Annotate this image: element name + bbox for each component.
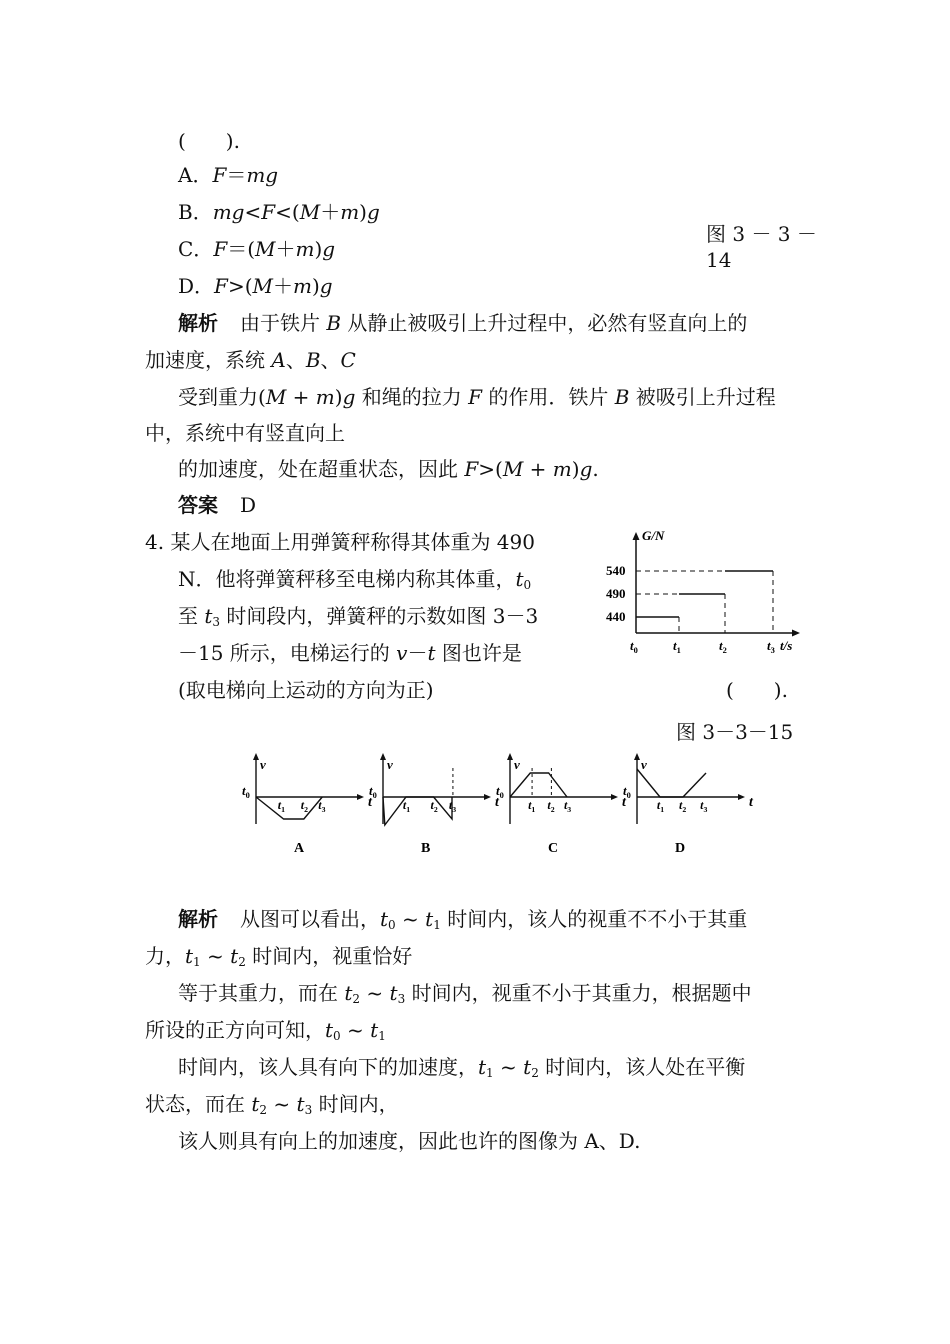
vt-graph-a bbox=[242, 753, 373, 856]
vt-v-arrow bbox=[253, 753, 259, 760]
x-tick-label: $t_1$ bbox=[673, 638, 681, 655]
q3-answer-title: 答案 bbox=[178, 493, 218, 517]
y-tick-label: 490 bbox=[606, 586, 626, 601]
vt-t-label: t bbox=[749, 795, 753, 810]
q4-analysis-line-4: 所设的正方向可知，$t_0$ ~ $t_1$ bbox=[145, 1018, 386, 1043]
x-axis-arrow bbox=[792, 630, 800, 637]
vt-tick-label: $t_3$ bbox=[448, 798, 457, 814]
vt-tick-label: $t_2$ bbox=[430, 798, 438, 814]
vt-tick-label: $t_1$ bbox=[277, 798, 286, 814]
y-axis-label: G/N bbox=[642, 528, 665, 543]
vt-graph-d bbox=[623, 753, 754, 856]
vt-tick-label: $t_2$ bbox=[679, 798, 687, 814]
x-tick-label: $t_0$ bbox=[630, 638, 638, 655]
vt-tick-label: $t_2$ bbox=[300, 798, 309, 814]
q4-stem-line-3: 至 $t_3$ 时间段内，弹簧秤的示数如图 3－3 bbox=[178, 604, 539, 629]
vt-option-label: B bbox=[421, 841, 431, 856]
vt-v-arrow bbox=[507, 753, 513, 760]
vt-v-label: v bbox=[641, 757, 647, 772]
q4-analysis-line-2: 力，$t_1$ ~ $t_2$ 时间内，视重恰好 bbox=[145, 944, 413, 969]
x-axis-label: t/s bbox=[780, 638, 793, 653]
y-tick-label: 540 bbox=[606, 563, 626, 578]
vt-t0-label: $t_0$ bbox=[496, 783, 504, 800]
vt-option-label: C bbox=[548, 841, 559, 856]
vt-t0-label: $t_0$ bbox=[623, 783, 631, 800]
vt-tick-label: $t_3$ bbox=[700, 798, 708, 814]
vt-tick-label: $t_3$ bbox=[563, 798, 572, 814]
q3-figure-label-1: 图 3 － 3 － bbox=[706, 222, 817, 246]
vt-t-arrow bbox=[484, 794, 491, 800]
vt-t-label: t bbox=[622, 795, 626, 810]
q3-option-b: B．mg<F<(M＋m)g bbox=[178, 200, 380, 224]
vt-v-label: v bbox=[514, 757, 520, 772]
vt-t0-label: $t_0$ bbox=[242, 783, 250, 800]
vt-option-label: A bbox=[294, 841, 305, 856]
q4-stem-line-4: －15 所示，电梯运行的 v－t 图也许是 bbox=[178, 641, 522, 665]
y-tick-label: 440 bbox=[606, 609, 626, 624]
q4-analysis-line-7: 该人则具有向上的加速度，因此也许的图像为 A、D. bbox=[178, 1129, 641, 1153]
q3-option-c: C．F＝(M＋m)g bbox=[178, 237, 336, 261]
q4-stem-line-5: (取电梯向上运动的方向为正) bbox=[178, 678, 434, 702]
vt-curve bbox=[256, 797, 322, 819]
vt-graph-b bbox=[369, 753, 500, 856]
vt-tick-label: $t_3$ bbox=[318, 798, 326, 814]
q4-analysis-line-3: 等于其重力，而在 $t_2$ ~ $t_3$ 时间内，视重不小于其重力，根据题中 bbox=[178, 981, 752, 1006]
vt-v-arrow bbox=[634, 753, 640, 760]
vt-options-figure bbox=[238, 752, 753, 860]
q3-figure-label-2: 14 bbox=[706, 248, 732, 272]
vt-v-label: v bbox=[260, 757, 266, 772]
q3-option-d: D．F>(M＋m)g bbox=[178, 274, 333, 298]
vt-t-arrow bbox=[611, 794, 618, 800]
vt-t0-label: $t_0$ bbox=[369, 783, 377, 800]
x-tick-label: $t_3$ bbox=[767, 638, 775, 655]
vt-option-label: D bbox=[675, 841, 686, 856]
vt-tick-label: $t_1$ bbox=[656, 798, 665, 814]
q3-option-a: A．F＝mg bbox=[178, 163, 279, 187]
q4-stem-paren: ( ). bbox=[726, 678, 788, 702]
q4-analysis-line-1: 解析 从图可以看出，$t_0$ ~ $t_1$ 时间内，该人的视重不不小于其重 bbox=[178, 907, 748, 932]
q3-analysis-line-4: 中，系统中有竖直向上 bbox=[145, 421, 345, 445]
vt-tick-label: $t_1$ bbox=[528, 798, 536, 814]
q4-stem-line-1: 4. 某人在地面上用弹簧秤称得其体重为 490 bbox=[145, 530, 535, 554]
q3-stem-tail: ( ). bbox=[178, 129, 240, 153]
vt-t-arrow bbox=[738, 794, 745, 800]
vt-graph-c bbox=[496, 753, 627, 856]
q3-analysis-line-5: 的加速度，处在超重状态，因此 F>(M + m)g. bbox=[178, 457, 599, 481]
vt-tick-label: $t_2$ bbox=[547, 798, 555, 814]
q3-answer-value: D bbox=[240, 493, 257, 517]
y-axis-arrow bbox=[633, 532, 640, 540]
q3-analysis-line-2: 加速度，系统 A、B、C bbox=[145, 348, 356, 372]
vt-curve bbox=[637, 769, 706, 797]
q4-stem-line-2: N．他将弹簧秤移至电梯内称其体重，$t_0$ bbox=[178, 567, 532, 592]
vt-t-label: t bbox=[495, 795, 499, 810]
weight-time-chart bbox=[606, 524, 810, 658]
q3-analysis-line-3: 受到重力(M + m)g 和绳的拉力 F 的作用．铁片 B 被吸引上升过程 bbox=[178, 385, 776, 409]
q4-figure-label: 图 3－3－15 bbox=[676, 720, 794, 744]
vt-t-arrow bbox=[357, 794, 364, 800]
q4-analysis-line-6: 状态，而在 $t_2$ ~ $t_3$ 时间内， bbox=[145, 1092, 399, 1117]
vt-v-label: v bbox=[387, 757, 393, 772]
vt-t-label: t bbox=[368, 795, 372, 810]
vt-curve bbox=[383, 797, 452, 825]
q3-analysis-line-1: 解析 由于铁片 B 从静止被吸引上升过程中，必然有竖直向上的 bbox=[178, 311, 748, 335]
vt-tick-label: $t_1$ bbox=[402, 798, 411, 814]
q4-analysis-title: 解析 bbox=[178, 907, 218, 931]
x-tick-label: $t_2$ bbox=[719, 638, 727, 655]
vt-curve bbox=[510, 773, 567, 797]
q4-analysis-line-5: 时间内，该人具有向下的加速度，$t_1$ ~ $t_2$ 时间内，该人处在平衡 bbox=[178, 1055, 746, 1080]
q3-analysis-title: 解析 bbox=[178, 311, 218, 335]
q3-answer bbox=[178, 492, 256, 518]
vt-v-arrow bbox=[380, 753, 386, 760]
